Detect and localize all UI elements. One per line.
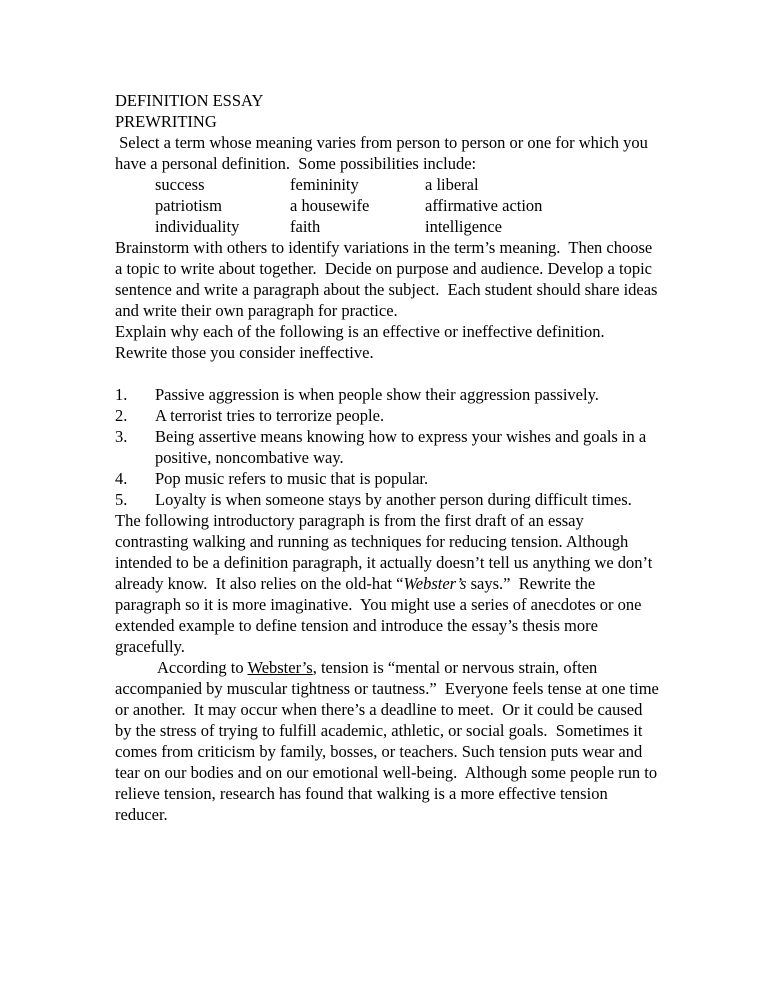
- heading-prewriting: PREWRITING: [115, 112, 217, 131]
- webster-text-after: , tension is “mental or nervous strain, often accompanied by muscular tightness or tautness.” Everyone feels tense at one time or another. It may occur when there’s a deadline to meet. Or it could be caused by the stress of trying to fulfill academic, athletic, or social goals. Sometimes it comes from criticism by family, bosses, or teachers. Such tension puts wear and tear on our bodies and on our emotional well-being. Although some people run to relieve tension, research has found that walking is a more effective tension reducer.: [115, 658, 663, 824]
- term-cell: individuality: [155, 217, 240, 236]
- draft-text-before: The following introductory paragraph is from the first draft of an essay contrasting walking and running as techniques for reducing tension. Although intended to be a definition paragraph, it actually doesn’t tell us anything we don’t already know. It also relies on the old-hat “: [115, 511, 657, 593]
- term-cell: faith: [290, 217, 321, 236]
- list-item: [115, 426, 660, 468]
- list-item-text: Loyalty is when someone stays by another person during difficult times.: [155, 490, 632, 509]
- terms-table: [115, 174, 660, 237]
- list-item-text: A terrorist tries to terrorize people.: [155, 406, 385, 425]
- webster-underlined-websters: Webster’s: [247, 658, 313, 677]
- draft-paragraph: [115, 510, 660, 657]
- term-cell: success: [155, 175, 205, 194]
- draft-text-after: says.” Rewrite the paragraph so it is more imaginative. You might use a series of anecdotes or one extended example to define tension and introduce the essay’s thesis more gracefully.: [115, 574, 646, 656]
- intro-paragraph: Select a term whose meaning varies from person to person or one for which you have a personal definition. Some possibilities include:: [115, 133, 653, 173]
- brainstorm-paragraph: Brainstorm with others to identify variations in the term’s meaning. Then choose a topic to write about together. Decide on purpose and audience. Develop a topic sentence and write a paragraph about the subject. Each student should share ideas and write their own paragraph for practice.: [115, 238, 662, 320]
- list-item-number: 3.: [115, 427, 128, 446]
- webster-text-before: According to: [157, 658, 248, 677]
- list-item-number: 4.: [115, 469, 128, 488]
- term-cell: intelligence: [425, 217, 502, 236]
- list-item: [115, 468, 660, 489]
- term-cell: a liberal: [425, 175, 479, 194]
- webster-paragraph: [115, 657, 663, 825]
- list-item-text: Being assertive means knowing how to express your wishes and goals in a positive, noncombative way.: [155, 427, 651, 467]
- list-item: [115, 405, 660, 426]
- definitions-list: [115, 384, 660, 510]
- list-item: [115, 384, 660, 405]
- term-cell: patriotism: [155, 196, 222, 215]
- list-item: [115, 489, 660, 510]
- draft-italic-websters: Webster’s: [403, 574, 467, 593]
- list-item-text: Pop music refers to music that is popular.: [155, 469, 429, 488]
- document-content: [115, 90, 663, 825]
- list-item-number: 1.: [115, 385, 128, 404]
- explain-paragraph: Explain why each of the following is an effective or ineffective definition. Rewrite those you consider ineffective.: [115, 322, 609, 362]
- list-item-number: 2.: [115, 406, 128, 425]
- heading-definition-essay: DEFINITION ESSAY: [115, 91, 264, 110]
- term-cell: affirmative action: [425, 196, 543, 215]
- term-cell: femininity: [290, 175, 359, 194]
- term-cell: a housewife: [290, 196, 370, 215]
- list-item-number: 5.: [115, 490, 128, 509]
- list-item-text: Passive aggression is when people show their aggression passively.: [155, 385, 599, 404]
